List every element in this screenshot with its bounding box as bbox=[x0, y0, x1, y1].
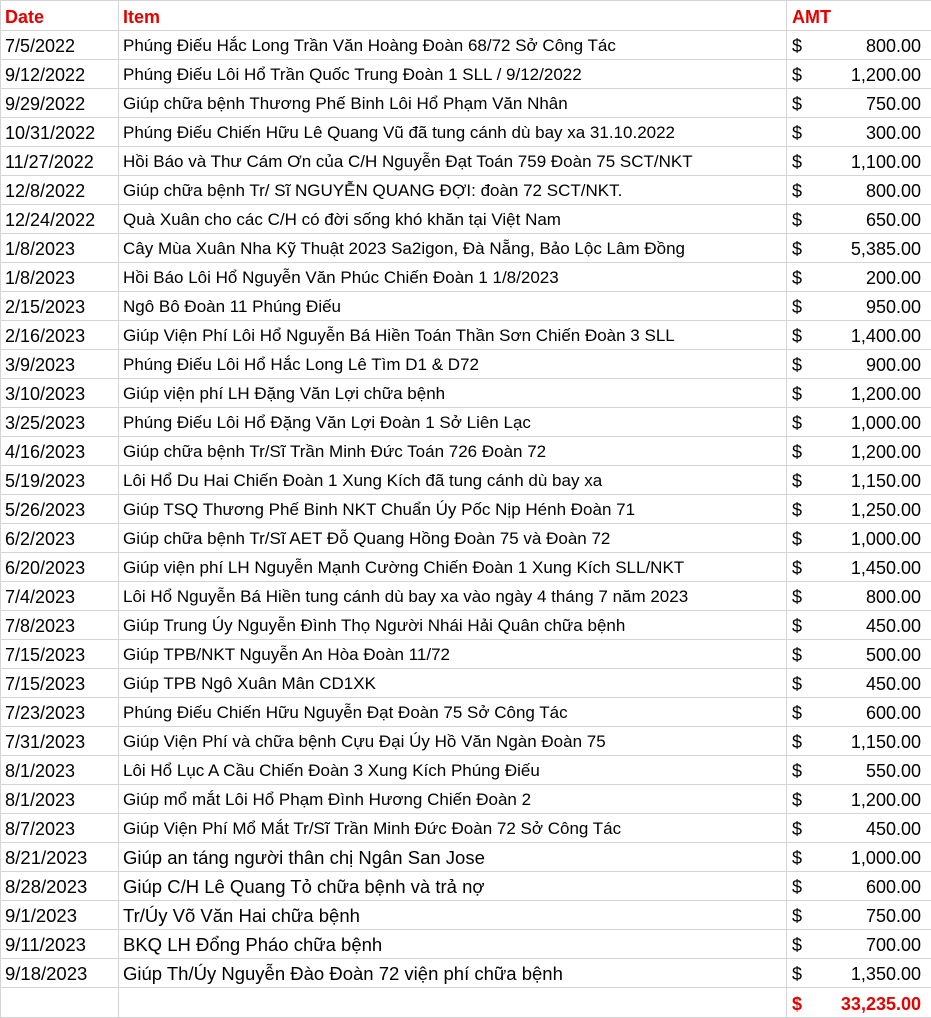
table-row bbox=[1, 437, 931, 466]
currency-cell[interactable]: $ bbox=[787, 60, 811, 89]
amount-cell[interactable]: 800.00 bbox=[811, 31, 931, 60]
amount-cell[interactable]: 500.00 bbox=[811, 640, 931, 669]
table-row bbox=[1, 118, 931, 147]
currency-cell[interactable]: $ bbox=[787, 350, 811, 379]
currency-cell[interactable]: $ bbox=[787, 524, 811, 553]
currency-cell[interactable]: $ bbox=[787, 379, 811, 408]
currency-cell[interactable]: $ bbox=[787, 959, 811, 988]
currency-cell[interactable]: $ bbox=[787, 901, 811, 930]
table-row bbox=[1, 205, 931, 234]
currency-cell[interactable]: $ bbox=[787, 640, 811, 669]
amount-cell[interactable]: 600.00 bbox=[811, 698, 931, 727]
date-cell[interactable]: 10/31/2022 bbox=[1, 118, 119, 147]
date-cell[interactable]: 3/9/2023 bbox=[1, 350, 119, 379]
table-row bbox=[1, 640, 931, 669]
item-cell[interactable]: Giúp viện phí LH Nguyễn Mạnh Cường Chiến Đoàn 1 Xung Kích SLL/NKT bbox=[119, 553, 787, 582]
date-cell[interactable]: 9/12/2022 bbox=[1, 60, 119, 89]
date-cell[interactable]: 2/15/2023 bbox=[1, 292, 119, 321]
table-row bbox=[1, 959, 931, 988]
date-cell[interactable]: 5/19/2023 bbox=[1, 466, 119, 495]
item-cell[interactable]: Phúng Điếu Lôi Hổ Đặng Văn Lợi Đoàn 1 Sở Liên Lạc bbox=[119, 408, 787, 437]
amount-cell[interactable]: 1,150.00 bbox=[811, 727, 931, 756]
table-row bbox=[1, 930, 931, 959]
item-cell[interactable]: Giúp an táng người thân chị Ngân San Jose bbox=[119, 843, 787, 872]
sheet-body bbox=[1, 1, 931, 1018]
table-row bbox=[1, 727, 931, 756]
item-cell[interactable]: Giúp Viện Phí và chữa bệnh Cựu Đại Úy Hồ Văn Ngàn Đoàn 75 bbox=[119, 727, 787, 756]
table-row bbox=[1, 611, 931, 640]
item-cell[interactable]: Hồi Báo Lôi Hổ Nguyễn Văn Phúc Chiến Đoàn 1 1/8/2023 bbox=[119, 263, 787, 292]
table-row bbox=[1, 321, 931, 350]
item-cell[interactable]: Giúp mổ mắt Lôi Hổ Phạm Đình Hương Chiến Đoàn 2 bbox=[119, 785, 787, 814]
total-amount-cell[interactable]: 33,235.00 bbox=[811, 988, 931, 1018]
currency-cell[interactable]: $ bbox=[787, 872, 811, 901]
amount-cell[interactable]: 1,000.00 bbox=[811, 843, 931, 872]
amount-cell[interactable]: 900.00 bbox=[811, 350, 931, 379]
date-cell[interactable]: 5/26/2023 bbox=[1, 495, 119, 524]
date-cell[interactable]: 7/8/2023 bbox=[1, 611, 119, 640]
date-cell[interactable]: 2/16/2023 bbox=[1, 321, 119, 350]
amount-cell[interactable]: 1,200.00 bbox=[811, 60, 931, 89]
amount-cell[interactable]: 750.00 bbox=[811, 89, 931, 118]
date-cell[interactable]: 1/8/2023 bbox=[1, 263, 119, 292]
table-row bbox=[1, 176, 931, 205]
table-row bbox=[1, 60, 931, 89]
item-cell[interactable]: Giúp Th/Úy Nguyễn Đào Đoàn 72 viện phí chữa bệnh bbox=[119, 959, 787, 988]
item-cell[interactable]: Tr/Úy Võ Văn Hai chữa bệnh bbox=[119, 901, 787, 930]
amount-cell[interactable]: 750.00 bbox=[811, 901, 931, 930]
date-cell[interactable]: 8/7/2023 bbox=[1, 814, 119, 843]
header-amt[interactable]: AMT bbox=[787, 1, 931, 31]
date-cell[interactable]: 12/24/2022 bbox=[1, 205, 119, 234]
item-cell[interactable]: Giúp chữa bệnh Tr/ Sĩ NGUYỄN QUANG ĐỢI: đoàn 72 SCT/NKT. bbox=[119, 176, 787, 205]
amount-cell[interactable]: 800.00 bbox=[811, 176, 931, 205]
amount-cell[interactable]: 1,400.00 bbox=[811, 321, 931, 350]
table-row bbox=[1, 756, 931, 785]
header-item[interactable]: Item bbox=[119, 1, 787, 31]
amount-cell[interactable]: 1,350.00 bbox=[811, 959, 931, 988]
date-cell[interactable]: 7/23/2023 bbox=[1, 698, 119, 727]
table-row bbox=[1, 234, 931, 263]
item-cell[interactable]: Phúng Điếu Hắc Long Trần Văn Hoàng Đoàn 68/72 Sở Công Tác bbox=[119, 31, 787, 60]
table-row bbox=[1, 350, 931, 379]
amount-cell[interactable]: 1,200.00 bbox=[811, 785, 931, 814]
amount-cell[interactable]: 5,385.00 bbox=[811, 234, 931, 263]
currency-cell[interactable]: $ bbox=[787, 205, 811, 234]
item-cell[interactable]: BKQ LH Đổng Pháo chữa bệnh bbox=[119, 930, 787, 959]
amount-cell[interactable]: 1,000.00 bbox=[811, 408, 931, 437]
currency-cell[interactable]: $ bbox=[787, 437, 811, 466]
date-cell[interactable]: 9/18/2023 bbox=[1, 959, 119, 988]
date-cell[interactable]: 3/10/2023 bbox=[1, 379, 119, 408]
item-cell[interactable]: Giúp Trung Úy Nguyễn Đình Thọ Người Nhái Hải Quân chữa bệnh bbox=[119, 611, 787, 640]
item-cell[interactable]: Lôi Hổ Du Hai Chiến Đoàn 1 Xung Kích đã tung cánh dù bay xa bbox=[119, 466, 787, 495]
item-cell[interactable]: Giúp Viện Phí Lôi Hổ Nguyễn Bá Hiền Toán Thần Sơn Chiến Đoàn 3 SLL bbox=[119, 321, 787, 350]
currency-cell[interactable]: $ bbox=[787, 31, 811, 60]
amount-cell[interactable]: 300.00 bbox=[811, 118, 931, 147]
date-cell[interactable]: 8/21/2023 bbox=[1, 843, 119, 872]
header-row bbox=[1, 1, 931, 31]
table-row bbox=[1, 89, 931, 118]
amount-cell[interactable]: 450.00 bbox=[811, 669, 931, 698]
item-cell[interactable]: Giúp TPB Ngô Xuân Mân CD1XK bbox=[119, 669, 787, 698]
total-item-cell[interactable] bbox=[119, 988, 787, 1018]
currency-cell[interactable]: $ bbox=[787, 466, 811, 495]
item-cell[interactable]: Giúp viện phí LH Đặng Văn Lợi chữa bệnh bbox=[119, 379, 787, 408]
table-row bbox=[1, 147, 931, 176]
table-row bbox=[1, 698, 931, 727]
amount-cell[interactable]: 650.00 bbox=[811, 205, 931, 234]
amount-cell[interactable]: 1,250.00 bbox=[811, 495, 931, 524]
item-cell[interactable]: Giúp chữa bệnh Tr/Sĩ AET Đỗ Quang Hồng Đoàn 75 và Đoàn 72 bbox=[119, 524, 787, 553]
header-date[interactable]: Date bbox=[1, 1, 119, 31]
currency-cell[interactable]: $ bbox=[787, 234, 811, 263]
item-cell[interactable]: Quà Xuân cho các C/H có đời sống khó khăn tại Việt Nam bbox=[119, 205, 787, 234]
date-cell[interactable]: 3/25/2023 bbox=[1, 408, 119, 437]
currency-cell[interactable]: $ bbox=[787, 669, 811, 698]
table-row bbox=[1, 669, 931, 698]
date-cell[interactable]: 9/29/2022 bbox=[1, 89, 119, 118]
amount-cell[interactable]: 450.00 bbox=[811, 814, 931, 843]
date-cell[interactable]: 7/5/2022 bbox=[1, 31, 119, 60]
table-row bbox=[1, 379, 931, 408]
currency-cell[interactable]: $ bbox=[787, 553, 811, 582]
item-cell[interactable]: Giúp chữa bệnh Thương Phế Binh Lôi Hổ Phạm Văn Nhân bbox=[119, 89, 787, 118]
table-row bbox=[1, 872, 931, 901]
table-row bbox=[1, 524, 931, 553]
amount-cell[interactable]: 1,150.00 bbox=[811, 466, 931, 495]
date-cell[interactable]: 7/15/2023 bbox=[1, 640, 119, 669]
date-cell[interactable]: 7/4/2023 bbox=[1, 582, 119, 611]
table-row bbox=[1, 263, 931, 292]
currency-cell[interactable]: $ bbox=[787, 176, 811, 205]
date-cell[interactable]: 7/15/2023 bbox=[1, 669, 119, 698]
item-cell[interactable]: Giúp C/H Lê Quang Tỏ chữa bệnh và trả nợ bbox=[119, 872, 787, 901]
item-cell[interactable]: Cây Mùa Xuân Nha Kỹ Thuật 2023 Sa2igon, Đà Nẵng, Bảo Lộc Lâm Đồng bbox=[119, 234, 787, 263]
table-row bbox=[1, 495, 931, 524]
amount-cell[interactable]: 950.00 bbox=[811, 292, 931, 321]
date-cell[interactable]: 9/1/2023 bbox=[1, 901, 119, 930]
table-row bbox=[1, 582, 931, 611]
item-cell[interactable]: Giúp TSQ Thương Phế Binh NKT Chuẩn Úy Pốc Nịp Hénh Đoàn 71 bbox=[119, 495, 787, 524]
item-cell[interactable]: Giúp Viện Phí Mổ Mắt Tr/Sĩ Trần Minh Đức Đoàn 72 Sở Công Tác bbox=[119, 814, 787, 843]
total-date-cell[interactable] bbox=[1, 988, 119, 1018]
currency-cell[interactable]: $ bbox=[787, 785, 811, 814]
amount-cell[interactable]: 200.00 bbox=[811, 263, 931, 292]
table-row bbox=[1, 408, 931, 437]
date-cell[interactable]: 12/8/2022 bbox=[1, 176, 119, 205]
currency-cell[interactable]: $ bbox=[787, 292, 811, 321]
currency-cell[interactable]: $ bbox=[787, 843, 811, 872]
item-cell[interactable]: Ngô Bô Đoàn 11 Phúng Điếu bbox=[119, 292, 787, 321]
item-cell[interactable]: Phúng Điếu Chiến Hữu Nguyễn Đạt Đoàn 75 Sở Công Tác bbox=[119, 698, 787, 727]
item-cell[interactable]: Lôi Hổ Nguyễn Bá Hiền tung cánh dù bay xa vào ngày 4 tháng 7 năm 2023 bbox=[119, 582, 787, 611]
amount-cell[interactable]: 1,200.00 bbox=[811, 379, 931, 408]
amount-cell[interactable]: 1,450.00 bbox=[811, 553, 931, 582]
date-cell[interactable]: 8/1/2023 bbox=[1, 756, 119, 785]
amount-cell[interactable]: 1,100.00 bbox=[811, 147, 931, 176]
currency-cell[interactable]: $ bbox=[787, 814, 811, 843]
date-cell[interactable]: 11/27/2022 bbox=[1, 147, 119, 176]
table-row bbox=[1, 901, 931, 930]
currency-cell[interactable]: $ bbox=[787, 321, 811, 350]
date-cell[interactable]: 4/16/2023 bbox=[1, 437, 119, 466]
item-cell[interactable]: Lôi Hổ Lục A Cầu Chiến Đoàn 3 Xung Kích Phúng Điếu bbox=[119, 756, 787, 785]
date-cell[interactable]: 1/8/2023 bbox=[1, 234, 119, 263]
amount-cell[interactable]: 1,200.00 bbox=[811, 437, 931, 466]
currency-cell[interactable]: $ bbox=[787, 408, 811, 437]
amount-cell[interactable]: 450.00 bbox=[811, 611, 931, 640]
amount-cell[interactable]: 1,000.00 bbox=[811, 524, 931, 553]
table-row bbox=[1, 843, 931, 872]
item-cell[interactable]: Phúng Điếu Chiến Hữu Lê Quang Vũ đã tung cánh dù bay xa 31.10.2022 bbox=[119, 118, 787, 147]
table-row bbox=[1, 31, 931, 60]
currency-cell[interactable]: $ bbox=[787, 698, 811, 727]
currency-cell[interactable]: $ bbox=[787, 930, 811, 959]
amount-cell[interactable]: 800.00 bbox=[811, 582, 931, 611]
table-row bbox=[1, 466, 931, 495]
item-cell[interactable]: Phúng Điếu Lôi Hổ Hắc Long Lê Tìm D1 & D72 bbox=[119, 350, 787, 379]
table-row bbox=[1, 292, 931, 321]
amount-cell[interactable]: 600.00 bbox=[811, 872, 931, 901]
amount-cell[interactable]: 550.00 bbox=[811, 756, 931, 785]
item-cell[interactable]: Giúp TPB/NKT Nguyễn An Hòa Đoàn 11/72 bbox=[119, 640, 787, 669]
date-cell[interactable]: 7/31/2023 bbox=[1, 727, 119, 756]
date-cell[interactable]: 8/28/2023 bbox=[1, 872, 119, 901]
item-cell[interactable]: Giúp chữa bệnh Tr/Sĩ Trần Minh Đức Toán 726 Đoàn 72 bbox=[119, 437, 787, 466]
currency-cell[interactable]: $ bbox=[787, 495, 811, 524]
total-currency-cell[interactable]: $ bbox=[787, 988, 811, 1018]
currency-cell[interactable]: $ bbox=[787, 89, 811, 118]
item-cell[interactable]: Hồi Báo và Thư Cám Ơn của C/H Nguyễn Đạt Toán 759 Đoàn 75 SCT/NKT bbox=[119, 147, 787, 176]
date-cell[interactable]: 6/2/2023 bbox=[1, 524, 119, 553]
currency-cell[interactable]: $ bbox=[787, 582, 811, 611]
date-cell[interactable]: 6/20/2023 bbox=[1, 553, 119, 582]
date-cell[interactable]: 8/1/2023 bbox=[1, 785, 119, 814]
currency-cell[interactable]: $ bbox=[787, 118, 811, 147]
total-row bbox=[1, 988, 931, 1018]
item-cell[interactable]: Phúng Điếu Lôi Hổ Trần Quốc Trung Đoàn 1 SLL / 9/12/2022 bbox=[119, 60, 787, 89]
table-row bbox=[1, 553, 931, 582]
currency-cell[interactable]: $ bbox=[787, 263, 811, 292]
currency-cell[interactable]: $ bbox=[787, 147, 811, 176]
table-row bbox=[1, 814, 931, 843]
table-row bbox=[1, 785, 931, 814]
currency-cell[interactable]: $ bbox=[787, 727, 811, 756]
currency-cell[interactable]: $ bbox=[787, 611, 811, 640]
currency-cell[interactable]: $ bbox=[787, 756, 811, 785]
amount-cell[interactable]: 700.00 bbox=[811, 930, 931, 959]
date-cell[interactable]: 9/11/2023 bbox=[1, 930, 119, 959]
